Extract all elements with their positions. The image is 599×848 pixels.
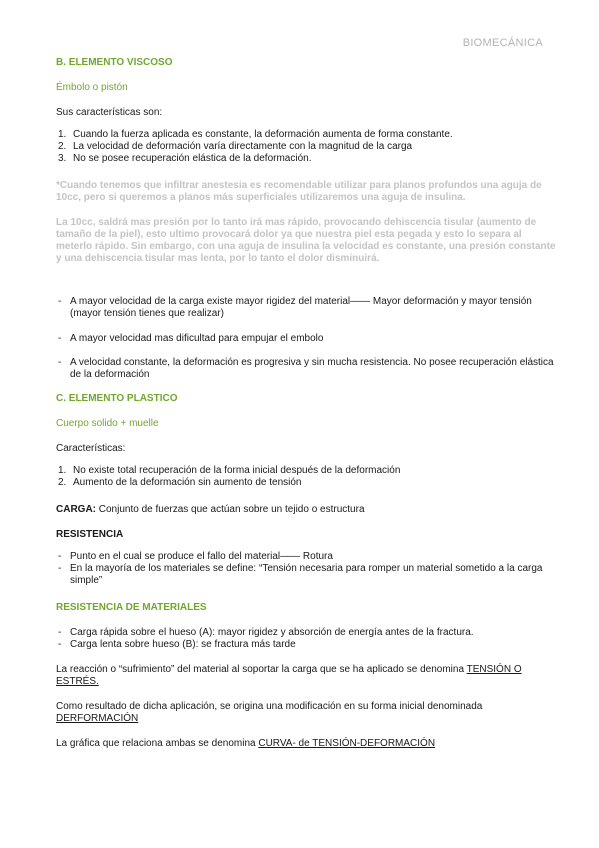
list-item: - A mayor velocidad mas dificultad para empujar el embolo — [58, 333, 324, 344]
subheading-cuerpo: Cuerpo solido + muelle — [56, 418, 159, 429]
list-item: - A mayor velocidad de la carga existe mayor rigidez del material—— Mayor deformación y mayor tensión (mayor tensión tienes que realizar) — [58, 296, 532, 319]
curve-term: CURVA- de TENSIÓN-DEFORMACIÓN — [258, 738, 436, 749]
list-item: 2. La velocidad de deformación varía directamente con la magnitud de la carga — [58, 141, 413, 152]
list-item: - A velocidad constante, la deformación es progresiva y sin mucha resistencia. No posee recuperación elástica de la deformación — [58, 357, 554, 380]
plastico-intro: Características: — [56, 443, 126, 454]
velocity-list-3 — [56, 357, 559, 381]
velocity-list-1 — [56, 296, 559, 320]
tension-term: TENSIÓN O ESTRÉS. — [56, 664, 522, 687]
section-heading-materiales: RESISTENCIA DE MATERIALES — [56, 602, 207, 613]
needle-note: La 10cc, saldrá mas presión por lo tanto irá mas rápido, provocando dehiscencia tisular (aumento de tamaño de la piel), esto ultimo provocará dolor ya que nuestra piel esta pegada y esto lo separa al meterlo rápido. Sin embargo, con una aguja de insulina la velocidad es constante, una presión constante y una dehiscencia tisular mas lenta, por lo tanto el dolor disminuirá. — [56, 217, 556, 264]
carga-definition: CARGA: Conjunto de fuerzas que actúan sobre un tejido o estructura — [56, 504, 365, 515]
plastico-list — [56, 465, 559, 489]
viscoso-list — [56, 129, 559, 165]
section-heading-viscoso: B. ELEMENTO VISCOSO — [56, 57, 173, 68]
running-header: BIOMECÁNICA — [462, 37, 543, 49]
list-item: 2. Aumento de la deformación sin aumento de tensión — [58, 477, 302, 488]
list-item: - Carga rápida sobre el hueso (A): mayor rigidez y absorción de energía antes de la fractura. — [58, 627, 474, 638]
velocity-list-2 — [56, 333, 559, 345]
list-item: - En la mayoría de los materiales se define: “Tensión necesaria para romper un material sometido a la carga simple” — [58, 563, 543, 586]
anesthesia-note: *Cuando tenemos que infiltrar anestesia es recomendable utilizar para planos profundos una aguja de 10cc, pero si queremos a planos más superficiales utilizaremos una aguja de insulina. — [56, 180, 542, 203]
curve-paragraph: La gráfica que relaciona ambas se denomina CURVA- de TENSIÓN-DEFORMACIÓN — [56, 738, 436, 749]
deformation-term: DERFORMACIÓN — [56, 713, 139, 724]
resistencia-heading: RESISTENCIA — [56, 529, 124, 540]
list-item: 1. No existe total recuperación de la forma inicial después de la deformación — [58, 465, 401, 476]
characteristics-intro: Sus características son: — [56, 107, 163, 118]
subheading-embolo: Émbolo o pistón — [56, 82, 128, 93]
list-item: - Carga lenta sobre hueso (B): se fractura más tarde — [58, 639, 296, 650]
deformation-paragraph: Como resultado de dicha aplicación, se origina una modificación en su forma inicial denominada DERFORMACIÓN — [56, 701, 483, 724]
section-heading-plastico: C. ELEMENTO PLASTICO — [56, 393, 178, 404]
materiales-list — [56, 627, 559, 651]
list-item: - Punto en el cual se produce el fallo del material—— Rotura — [58, 551, 333, 562]
list-item: 1. Cuando la fuerza aplicada es constante, la deformación aumenta de forma constante. — [58, 129, 453, 140]
resistencia-list — [56, 551, 559, 587]
tension-paragraph: La reacción o “sufrimiento” del material al soportar la carga que se ha aplicado se denomina TENSIÓN O ESTRÉS. — [56, 664, 522, 687]
list-item: 3. No se posee recuperación elástica de la deformación. — [58, 153, 312, 164]
